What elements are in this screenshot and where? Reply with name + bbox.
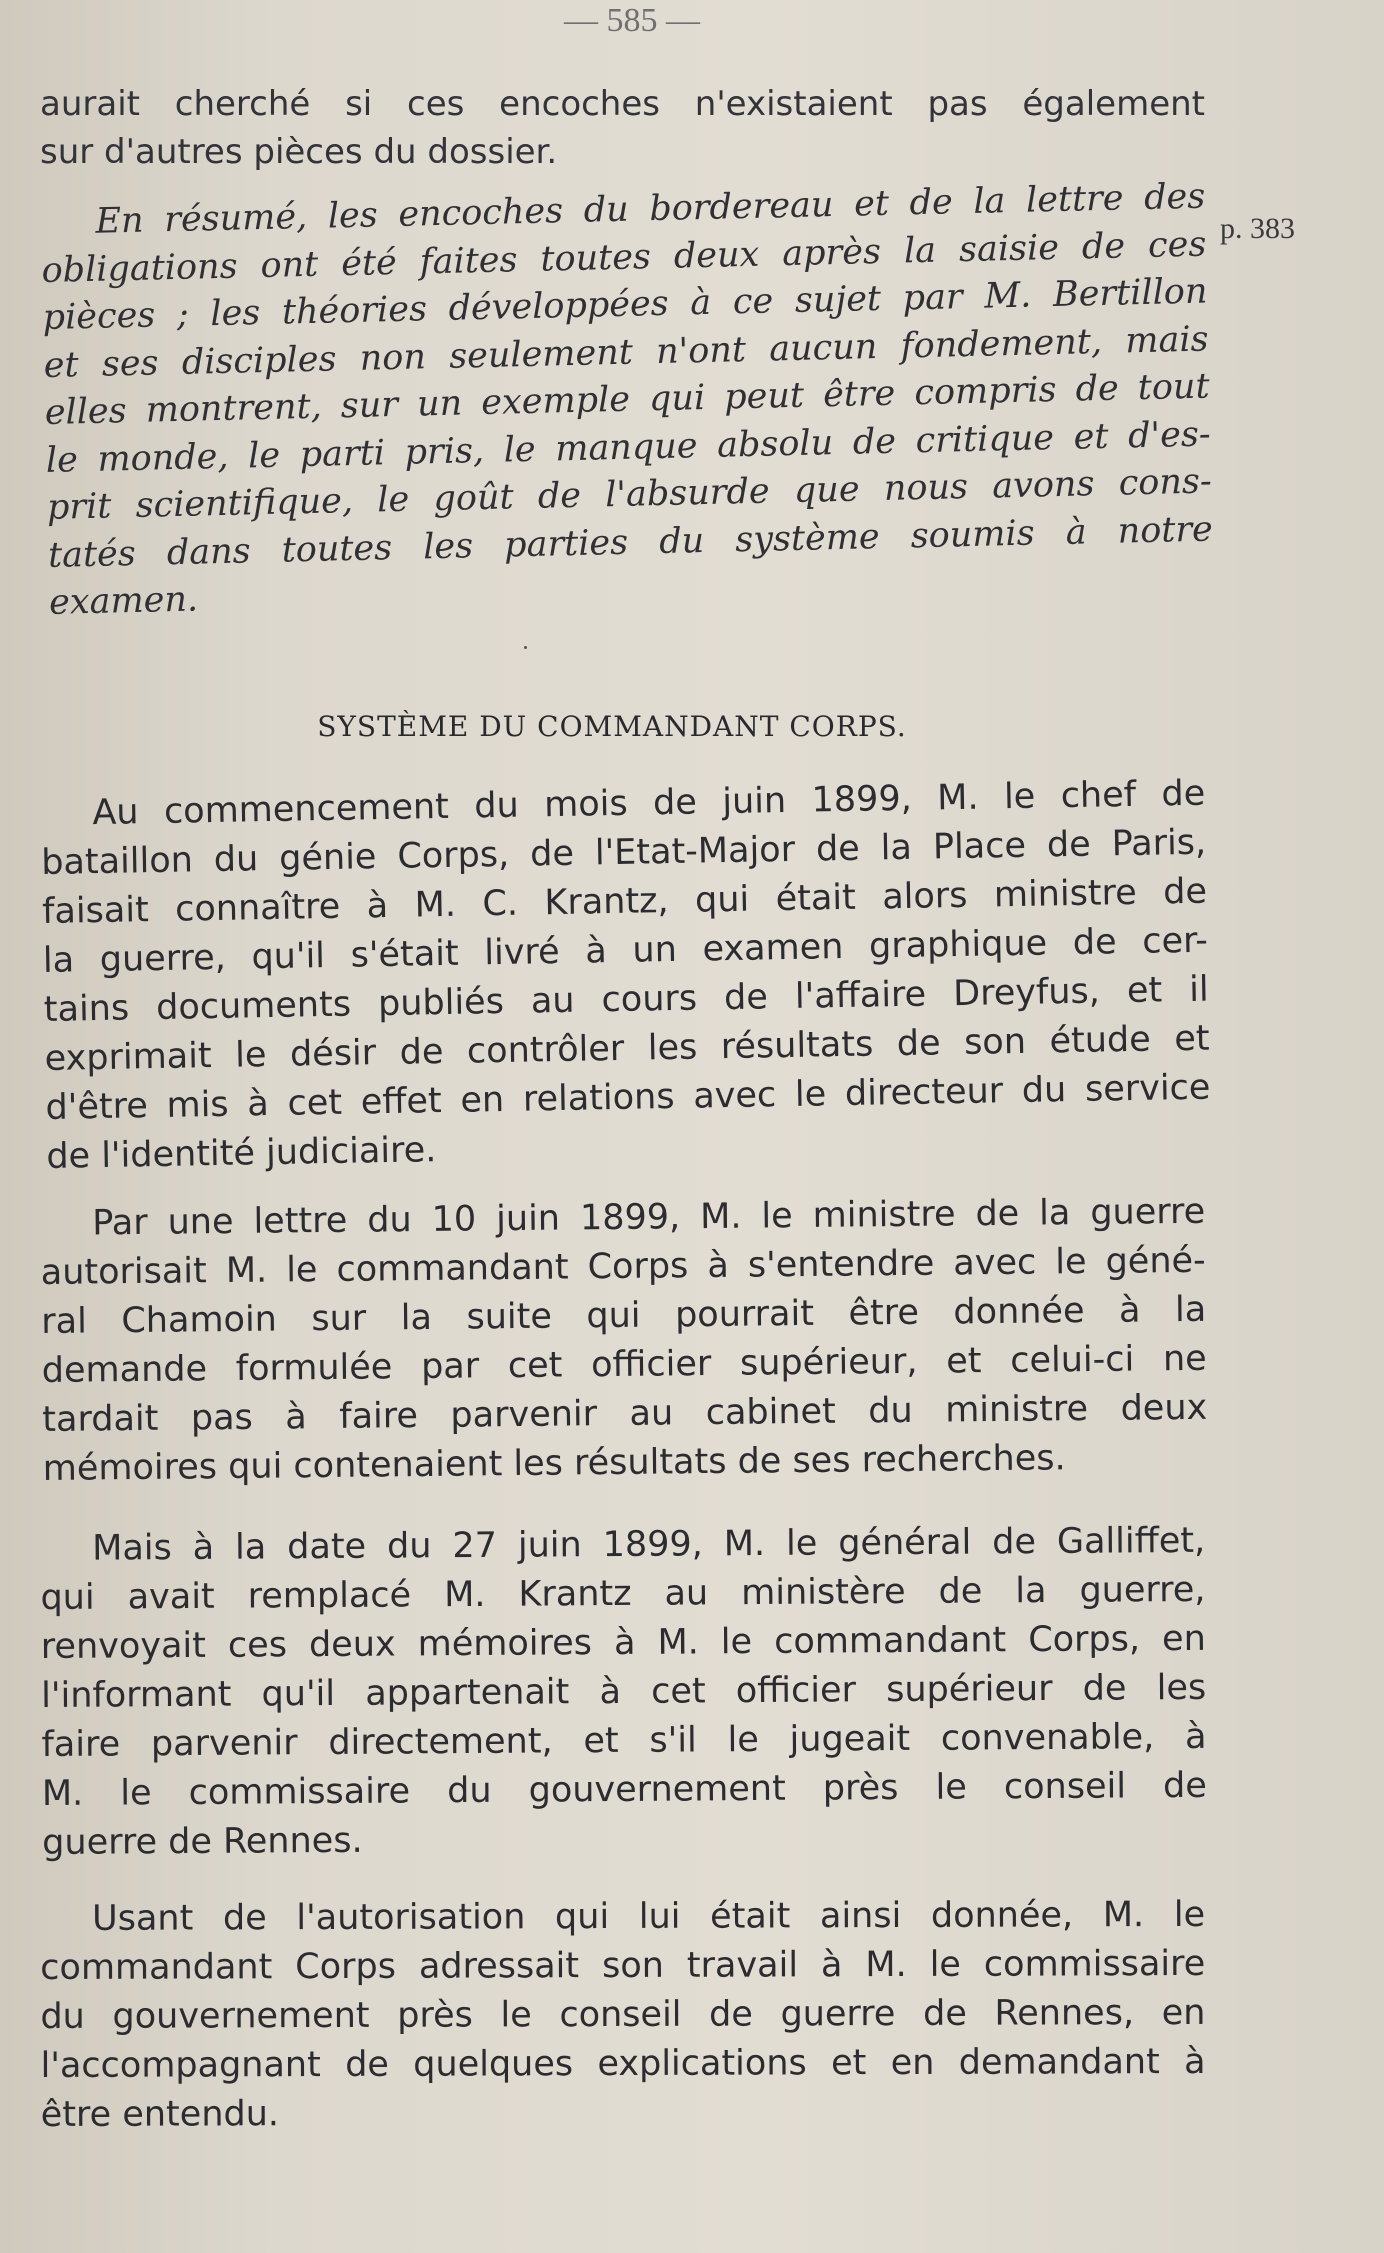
text-line: M. le commissaire du gouvernement près le conseil de xyxy=(41,1765,1207,1814)
text-line: tatés dans toutes les parties du système soumis à notre xyxy=(47,508,1214,576)
text-line: d'être mis à cet effet en relations avec le directeur du service xyxy=(45,1067,1211,1128)
text-line: autorisait M. le commandant Corps à s'entendre avec le géné- xyxy=(40,1240,1206,1293)
text-line: guerre de Rennes. xyxy=(42,1820,363,1863)
text-line: faire parvenir directement, et s'il le jugeait convenable, à xyxy=(41,1716,1207,1765)
text-line: et ses disciples non seulement n'ont aucun fondement, mais xyxy=(43,319,1209,386)
margin-page-reference: p. 383 xyxy=(1220,212,1295,245)
text-line: tains documents publiés au cours de l'affaire Dreyfus, et il xyxy=(43,969,1210,1030)
text-line: Par une lettre du 10 juin 1899, M. le ministre de la guerre xyxy=(92,1191,1206,1244)
text-line: obligations ont été faites toutes deux après la saisie de ces xyxy=(41,224,1207,291)
summary-paragraph xyxy=(40,173,1229,627)
text-line: demande formulée par cet officier supérieur, et celui-ci ne xyxy=(41,1338,1207,1391)
text-line: sur d'autres pièces du dossier. xyxy=(40,132,558,172)
text-line: Mais à la date du 27 juin 1899, M. le général de Galliffet, xyxy=(92,1520,1206,1569)
text-line: exprimait le désir de contrôler les résultats de son étude et xyxy=(44,1018,1210,1079)
text-line: le monde, le parti pris, le manque absolu de critique et d'es- xyxy=(45,414,1212,481)
text-line: prit scientifique, le goût de l'absurde que nous avons cons- xyxy=(46,461,1213,528)
text-line: de l'identité judiciaire. xyxy=(46,1130,437,1177)
paragraph-4 xyxy=(40,1891,1221,2140)
text-line: qui avait remplacé M. Krantz au ministère de la guerre, xyxy=(40,1569,1206,1618)
text-line: être entendu. xyxy=(40,2094,280,2135)
text-line: la guerre, qu'il s'était livré à un examen graphique de cer- xyxy=(42,920,1209,981)
text-line: examen. xyxy=(48,579,199,623)
ink-speck xyxy=(524,646,527,649)
section-heading: SYSTÈME DU COMMANDANT CORPS. xyxy=(317,710,907,743)
text-line: l'accompagnant de quelques explications et en demandant à xyxy=(40,2041,1206,2086)
text-line: Usant de l'autorisation qui lui était ainsi donnée, M. le xyxy=(92,1894,1206,1939)
text-line: mémoires qui contenaient les résultats de ses recherches. xyxy=(42,1438,1066,1489)
page-number: — 585 — xyxy=(564,2,700,39)
text-line: faisait connaître à M. C. Krantz, qui était alors ministre de xyxy=(41,871,1208,932)
text-line: tardait pas à faire parvenir au cabinet du ministre deux xyxy=(42,1387,1208,1440)
text-line: ral Chamoin sur la suite qui pourrait être donnée à la xyxy=(41,1289,1207,1342)
top-paragraph xyxy=(40,80,1220,176)
paragraph-2 xyxy=(40,1188,1223,1494)
text-line: elles montrent, sur un exemple qui peut être compris de tout xyxy=(44,366,1210,433)
paragraph-3 xyxy=(40,1517,1222,1868)
paragraph-1 xyxy=(40,769,1227,1182)
text-line: Au commencement du mois de juin 1899, M. le chef de xyxy=(92,773,1206,834)
text-line: l'informant qu'il appartenait à cet officier supérieur de les xyxy=(41,1667,1207,1716)
text-line: du gouvernement près le conseil de guerre de Rennes, en xyxy=(40,1992,1206,2037)
text-line: pièces ; les théories développées à ce sujet par M. Bertillon xyxy=(42,271,1208,338)
text-line: En résumé, les encoches du bordereau et de la lettre des xyxy=(95,176,1206,242)
text-line: renvoyait ces deux mémoires à M. le commandant Corps, en xyxy=(40,1618,1206,1667)
text-line: commandant Corps adressait son travail à M. le commissaire xyxy=(40,1943,1206,1988)
text-line: bataillon du génie Corps, de l'Etat-Major de la Place de Paris, xyxy=(40,822,1207,883)
text-line: aurait cherché si ces encoches n'existaient pas également xyxy=(40,84,1205,124)
